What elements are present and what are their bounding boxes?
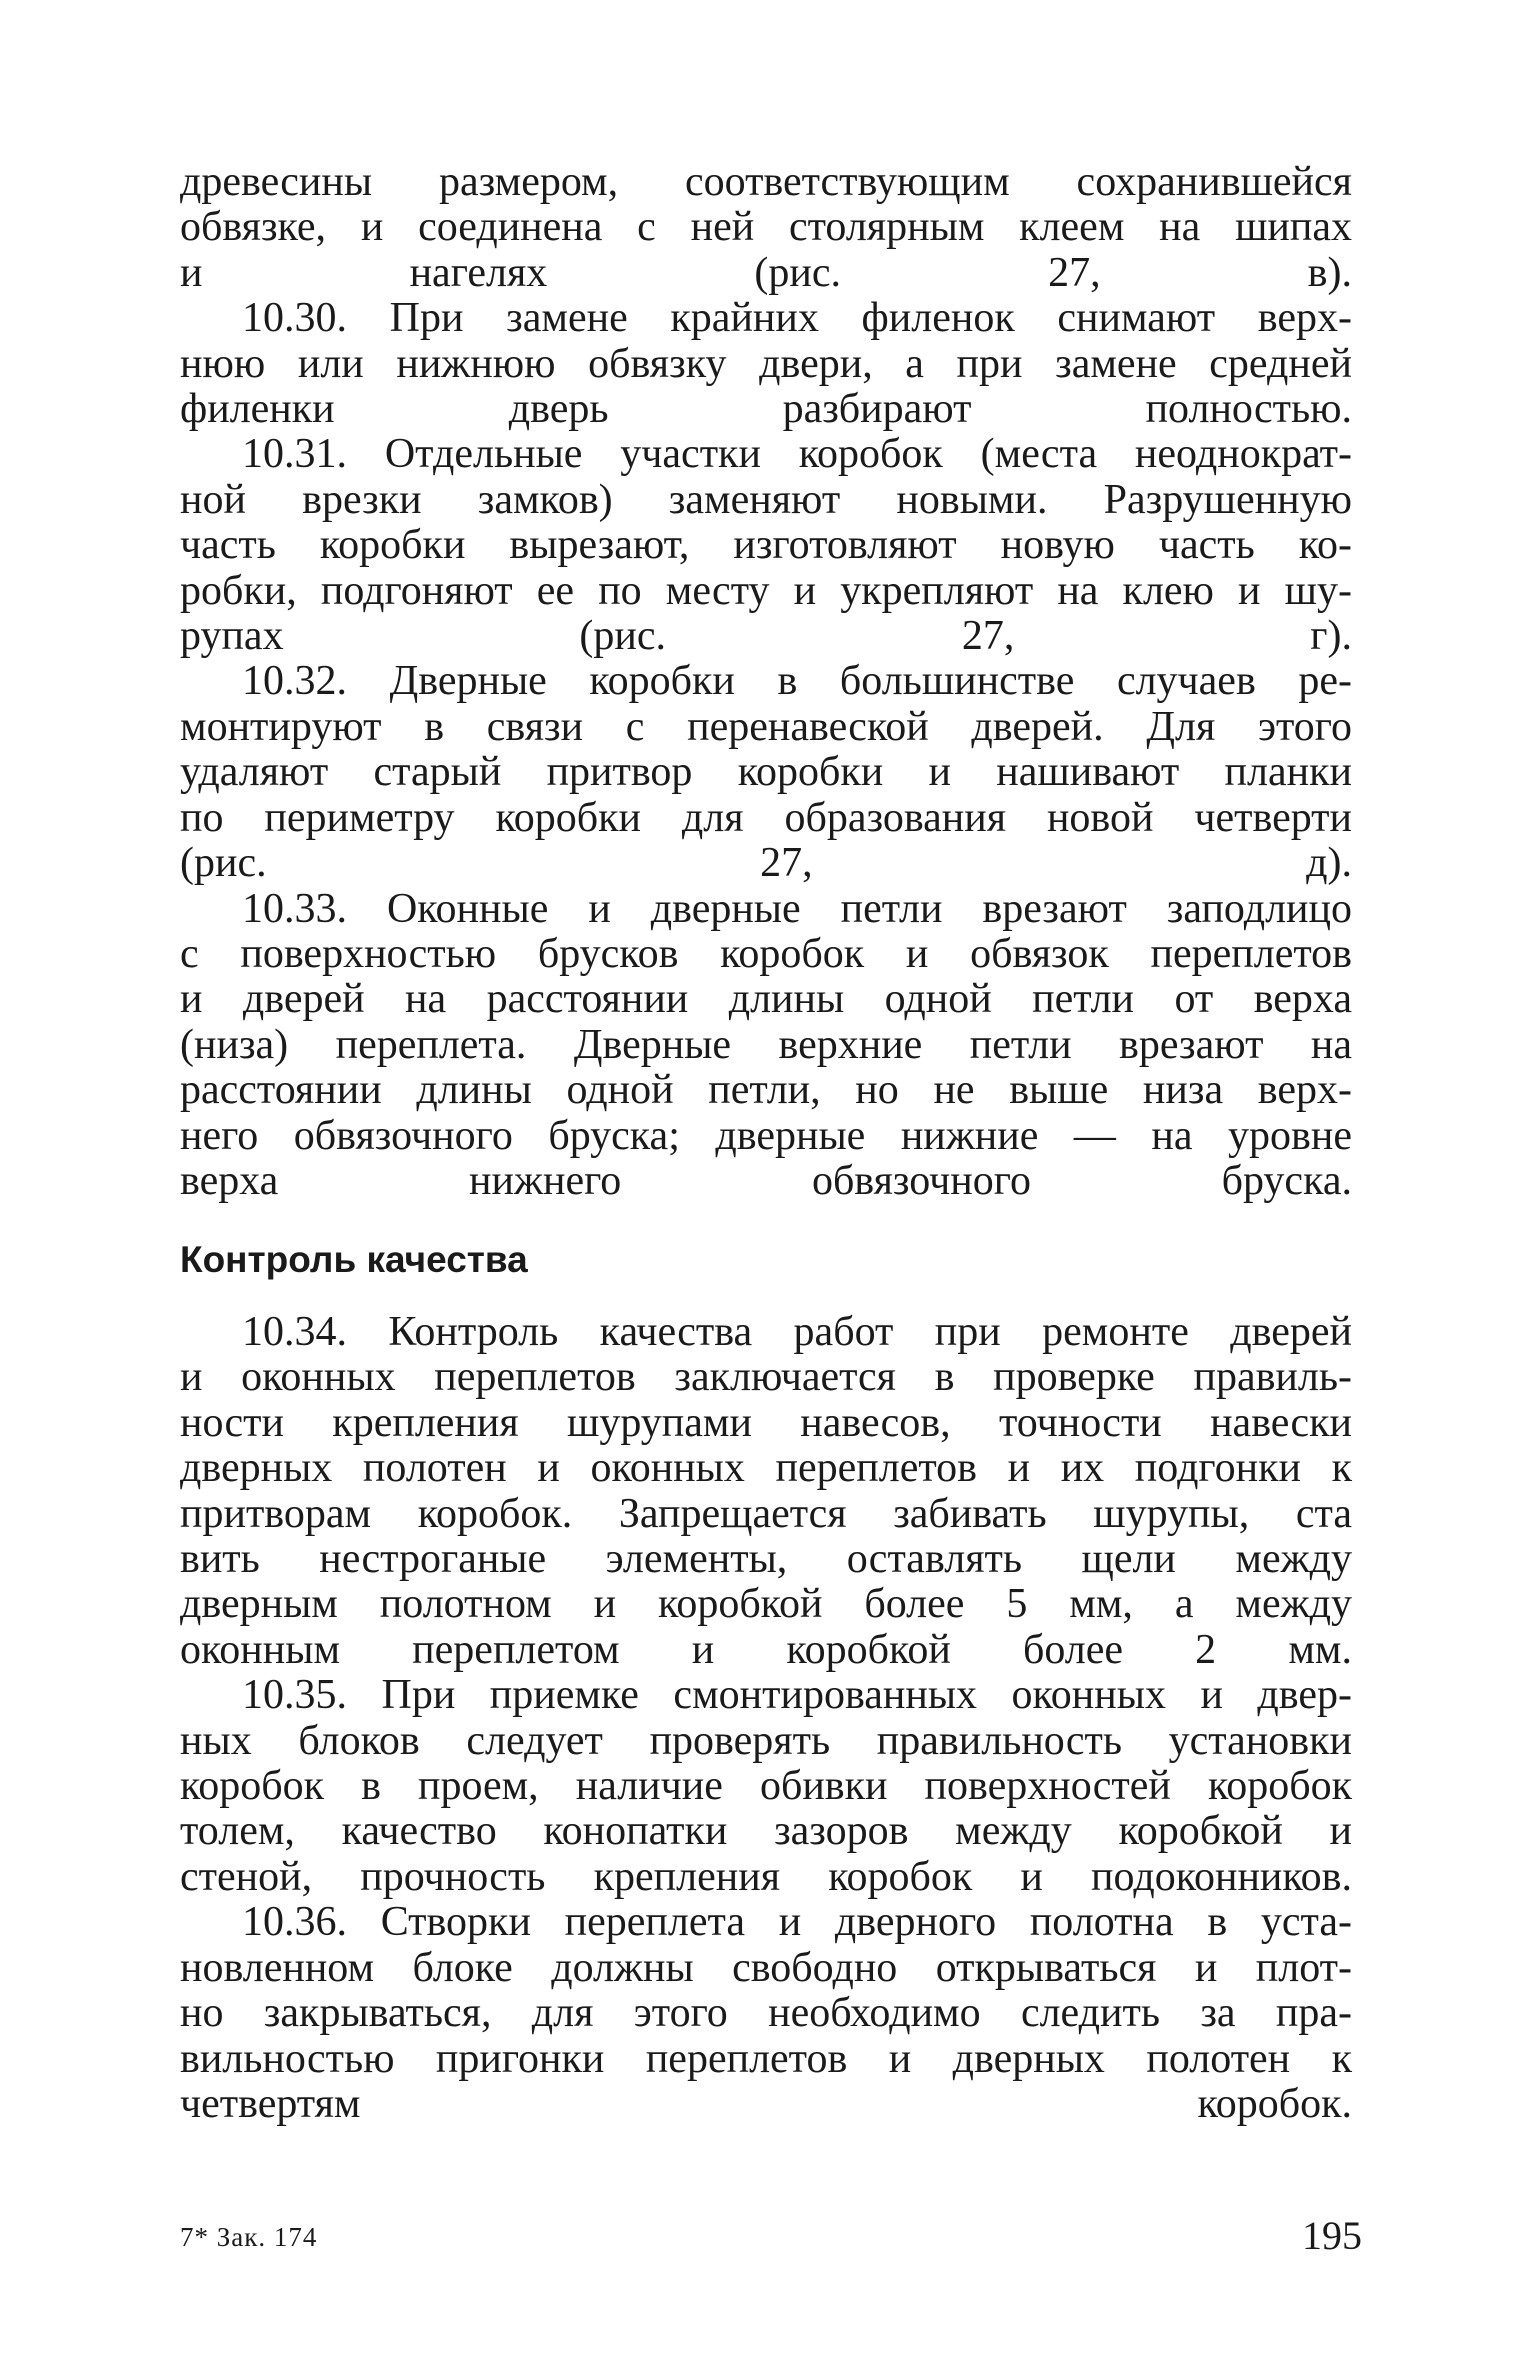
- body-text-top: [180, 160, 1352, 1204]
- text-line: стеной, прочность крепления коробок и подоконников.: [180, 1853, 1352, 1900]
- text-line: дверных полотен и оконных переплетов и их подгонки к: [180, 1445, 1352, 1492]
- text-line: с поверхностью брусков коробок и обвязок переплетов: [180, 930, 1352, 977]
- text-line: рупах (рис. 27, г).: [180, 613, 1352, 660]
- text-line: и нагелях (рис. 27, в).: [180, 249, 1352, 296]
- text-line: но закрываться, для этого необходимо следить за пра-: [180, 1990, 1352, 2037]
- paragraph-start-10-34: 10.34. Контроль качества работ при ремонте дверей: [242, 1309, 1352, 1355]
- text-line: удаляют старый притвор коробки и нашивают планки: [180, 749, 1352, 796]
- text-line: него обвязочного бруска; дверные нижние — на уровне: [180, 1112, 1352, 1159]
- text-line: по периметру коробки для образования новой четверти: [180, 794, 1352, 841]
- text-line: коробок в проем, наличие обивки поверхностей коробок: [180, 1763, 1352, 1810]
- page-number: 195: [1302, 2213, 1362, 2258]
- text-line: оконным переплетом и коробкой более 2 мм.: [180, 1626, 1352, 1673]
- text-line: вильностью пригонки переплетов и дверных полотен к: [180, 2035, 1352, 2082]
- text-line: филенки дверь разбирают полностью.: [180, 386, 1352, 433]
- text-line: и дверей на расстоянии длины одной петли от верха: [180, 976, 1352, 1023]
- paragraph-start-10-30: 10.30. При замене крайних филенок снимают верх-: [242, 295, 1352, 342]
- text-line: обвязке, и соединена с ней столярным клеем на шипах: [180, 204, 1352, 251]
- text-line: древесины размером, соответствующим сохранившейся: [180, 159, 1352, 205]
- text-line: вить нестроганые элементы, оставлять щели между: [180, 1536, 1352, 1583]
- body-text-bottom: [180, 1310, 1352, 2127]
- text-line: притворам коробок. Запрещается забивать шурупы, ста: [180, 1490, 1352, 1537]
- paragraph-start-10-31: 10.31. Отдельные участки коробок (места неоднократ-: [242, 431, 1352, 478]
- text-line: новленном блоке должны свободно открываться и плот-: [180, 1944, 1352, 1991]
- paragraph-start-10-32: 10.32. Дверные коробки в большинстве случаев ре-: [242, 658, 1352, 705]
- text-line: дверным полотном и коробкой более 5 мм, а между: [180, 1581, 1352, 1628]
- text-line: ной врезки замков) заменяют новыми. Разрушенную: [180, 476, 1352, 523]
- text-line: и оконных переплетов заключается в проверке правиль-: [180, 1354, 1352, 1401]
- paragraph-start-10-36: 10.36. Створки переплета и дверного полотна в уста-: [242, 1899, 1352, 1946]
- text-line: расстоянии длины одной петли, но не выше низа верх-: [180, 1067, 1352, 1114]
- paragraph-start-10-35: 10.35. При приемке смонтированных оконных и двер-: [242, 1672, 1352, 1719]
- text-line: четвертям коробок.: [180, 2080, 1352, 2127]
- text-line: робки, подгоняют ее по месту и укрепляют на клею и шу-: [180, 567, 1352, 614]
- text-line: (рис. 27, д).: [180, 840, 1352, 887]
- text-line: часть коробки вырезают, изготовляют новую часть ко-: [180, 522, 1352, 569]
- text-line: толем, качество конопатки зазоров между коробкой и: [180, 1808, 1352, 1855]
- printer-signature: 7* Зак. 174: [180, 2222, 318, 2252]
- text-line: монтируют в связи с перенавеской дверей. Для этого: [180, 703, 1352, 750]
- text-line: (низа) переплета. Дверные верхние петли врезают на: [180, 1021, 1352, 1068]
- paragraph-start-10-33: 10.33. Оконные и дверные петли врезают заподлицо: [242, 885, 1352, 932]
- text-line: верха нижнего обвязочного бруска.: [180, 1157, 1352, 1204]
- section-heading: Контроль качества: [180, 1239, 528, 1280]
- text-line: ности крепления шурупами навесов, точности навески: [180, 1399, 1352, 1446]
- text-line: ных блоков следует проверять правильность установки: [180, 1717, 1352, 1764]
- text-line: нюю или нижнюю обвязку двери, а при замене средней: [180, 340, 1352, 387]
